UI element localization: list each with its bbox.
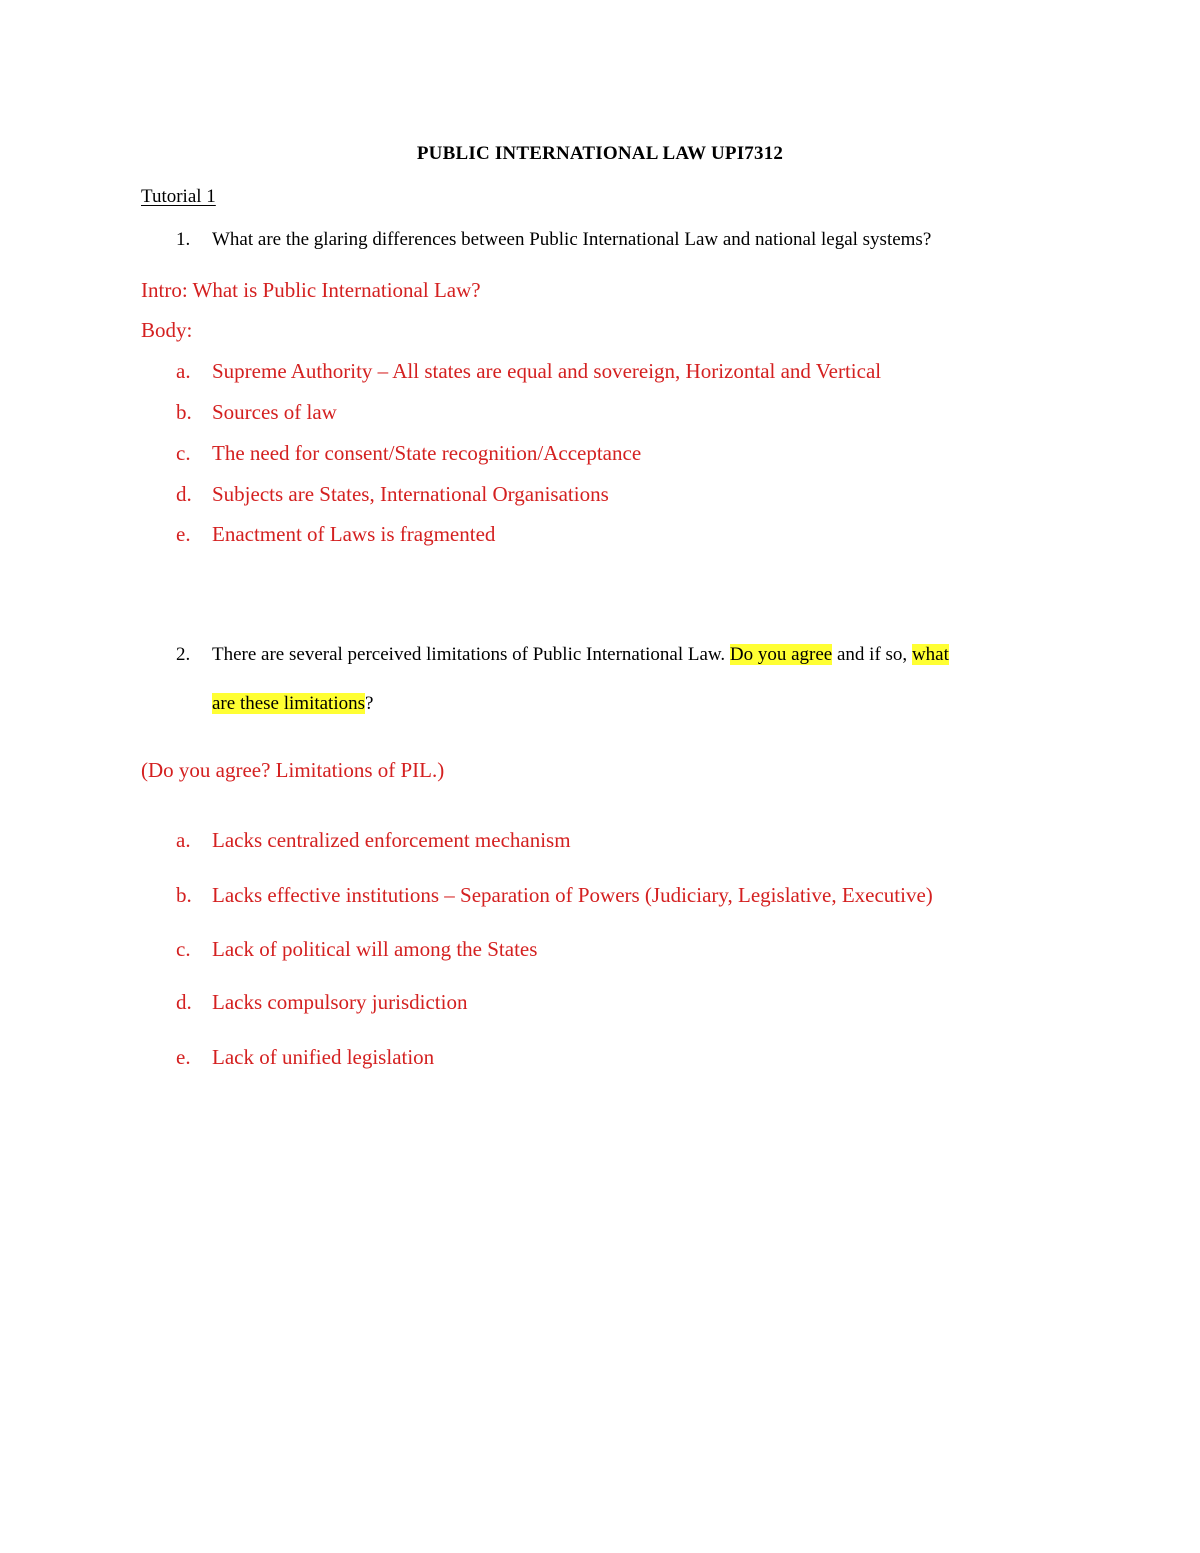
list-item: The need for consent/State recognition/Acceptance <box>212 441 642 465</box>
question-1-text: What are the glaring differences between Public International Law and national legal systems? <box>212 229 932 250</box>
question-2-line-2 <box>212 693 373 715</box>
highlighted-text: Do you agree <box>729 644 833 665</box>
list-item-marker: d. <box>176 482 192 506</box>
body-label: Body: <box>141 318 193 342</box>
question-2-text: and if so, <box>832 644 912 665</box>
highlighted-text: are these limitations <box>212 693 366 714</box>
list-item-marker: e. <box>176 1045 191 1069</box>
list-item-marker: c. <box>176 937 191 961</box>
list-item: Supreme Authority – All states are equal and sovereign, Horizontal and Vertical <box>212 359 882 383</box>
list-item: Lacks compulsory jurisdiction <box>212 990 468 1014</box>
list-item: Enactment of Laws is fragmented <box>212 522 496 546</box>
intro-line: Intro: What is Public International Law? <box>141 278 481 302</box>
list-item-marker: a. <box>176 828 191 852</box>
question-2-line-1 <box>212 644 949 666</box>
question-1-number: 1. <box>176 229 191 250</box>
list-item: Lack of unified legislation <box>212 1045 435 1069</box>
list-item-marker: d. <box>176 990 192 1014</box>
list-item: Subjects are States, International Organisations <box>212 482 609 506</box>
list-item-marker: a. <box>176 359 191 383</box>
list-item: Lacks effective institutions – Separation of Powers (Judiciary, Legislative, Executive) <box>212 883 933 907</box>
question-2-text: There are several perceived limitations of Public International Law. <box>212 644 730 665</box>
document-title: PUBLIC INTERNATIONAL LAW UPI7312 <box>416 143 784 164</box>
list-item: Lacks centralized enforcement mechanism <box>212 828 571 852</box>
tutorial-heading: Tutorial 1 <box>141 186 216 207</box>
highlighted-text: what <box>911 644 949 665</box>
list-item-marker: c. <box>176 441 191 465</box>
question-2-number: 2. <box>176 644 191 665</box>
list-item: Lack of political will among the States <box>212 937 538 961</box>
list-item-marker: b. <box>176 400 192 424</box>
list-item: Sources of law <box>212 400 337 424</box>
list-item-marker: b. <box>176 883 192 907</box>
question-2-note: (Do you agree? Limitations of PIL.) <box>141 758 445 782</box>
question-2-text: ? <box>365 693 374 714</box>
list-item-marker: e. <box>176 522 191 546</box>
